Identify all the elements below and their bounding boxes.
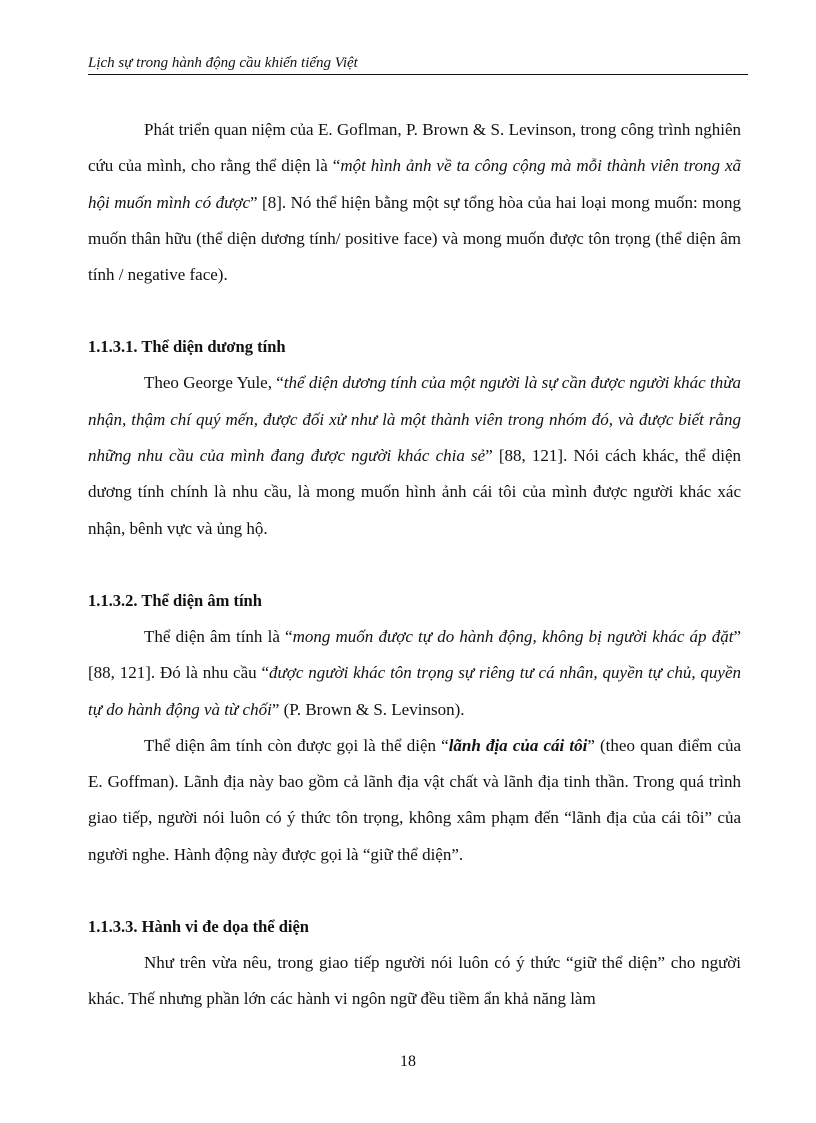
- territory-term: lãnh địa của cái tôi: [448, 735, 588, 755]
- section-heading-negative-face: 1.1.3.2. Thể diện âm tính: [88, 590, 262, 610]
- section-heading-face-threatening-acts: 1.1.3.3. Hành vi đe dọa thể diện: [88, 917, 309, 937]
- yule-quote: thể diện dương tính của một người là sự cần được người khác thừa nhận, thậm chí quý mến, được đối xử như là một thành viên trong nhóm đó, và được biết rằng những nhu cầu của mình đang được người khác chia sẻ: [88, 373, 741, 466]
- running-header: Lịch sự trong hành động cầu khiến tiếng Việt: [88, 54, 748, 75]
- intro-paragraph: Phát triển quan niệm của E. Goflman, P. Brown & S. Levinson, trong công trình nghiên cứu của mình, cho rằng thể diện là “một hình ảnh về ta công cộng mà mỗi thành viên trong xã hội muốn mình có được” [8]. Nó thể hiện bằng một sự tổng hòa của hai loại mong muốn: mong muốn thân hữu (thể diện dương tính/ positive face) và mong muốn được tôn trọng (thể diện âm tính / negative face).: [88, 120, 741, 285]
- negative-face-paragraph: Thể diện âm tính là “mong muốn được tự do hành động, không bị người khác áp đặt” [88, 121]. Đó là nhu cầu “được người khác tôn trọng sự riêng tư cá nhân, quyền tự chủ, quyền tự do hành động và từ chối” (P. Brown & S. Levinson).: [88, 626, 741, 719]
- face-definition-quote: một hình ảnh về ta công cộng mà mỗi thành viên trong xã hội muốn mình có được: [88, 156, 741, 212]
- section-heading-positive-face: 1.1.3.1. Thể diện dương tính: [88, 337, 286, 357]
- page-body: [88, 112, 741, 1018]
- face-threatening-paragraph: Như trên vừa nêu, trong giao tiếp người nói luôn có ý thức “giữ thể diện” cho người khác. Thế nhưng phần lớn các hành vi ngôn ngữ đều tiềm ẩn khả năng làm: [88, 953, 741, 1009]
- positive-face-paragraph: Theo George Yule, “thể diện dương tính của một người là sự cần được người khác thừa nhận, thậm chí quý mến, được đối xử như là một thành viên trong nhóm đó, và được biết rằng những nhu cầu của mình đang được người khác chia sẻ” [88, 121]. Nói cách khác, thể diện dương tính chính là nhu cầu, là mong muốn hình ảnh cái tôi của mình được người khác xác nhận, bênh vực và ủng hộ.: [88, 373, 742, 538]
- page-number: 18: [400, 1053, 416, 1070]
- territory-paragraph: Thể diện âm tính còn được gọi là thể diện “lãnh địa của cái tôi” (theo quan điểm của E. Goffman). Lãnh địa này bao gồm cả lãnh địa vật chất và lãnh địa tinh thần. Trong quá trình giao tiếp, người nói luôn có ý thức tôn trọng, không xâm phạm đến “lãnh địa của cái tôi” của người nghe. Hành động này được gọi là “giữ thể diện”.: [88, 735, 741, 864]
